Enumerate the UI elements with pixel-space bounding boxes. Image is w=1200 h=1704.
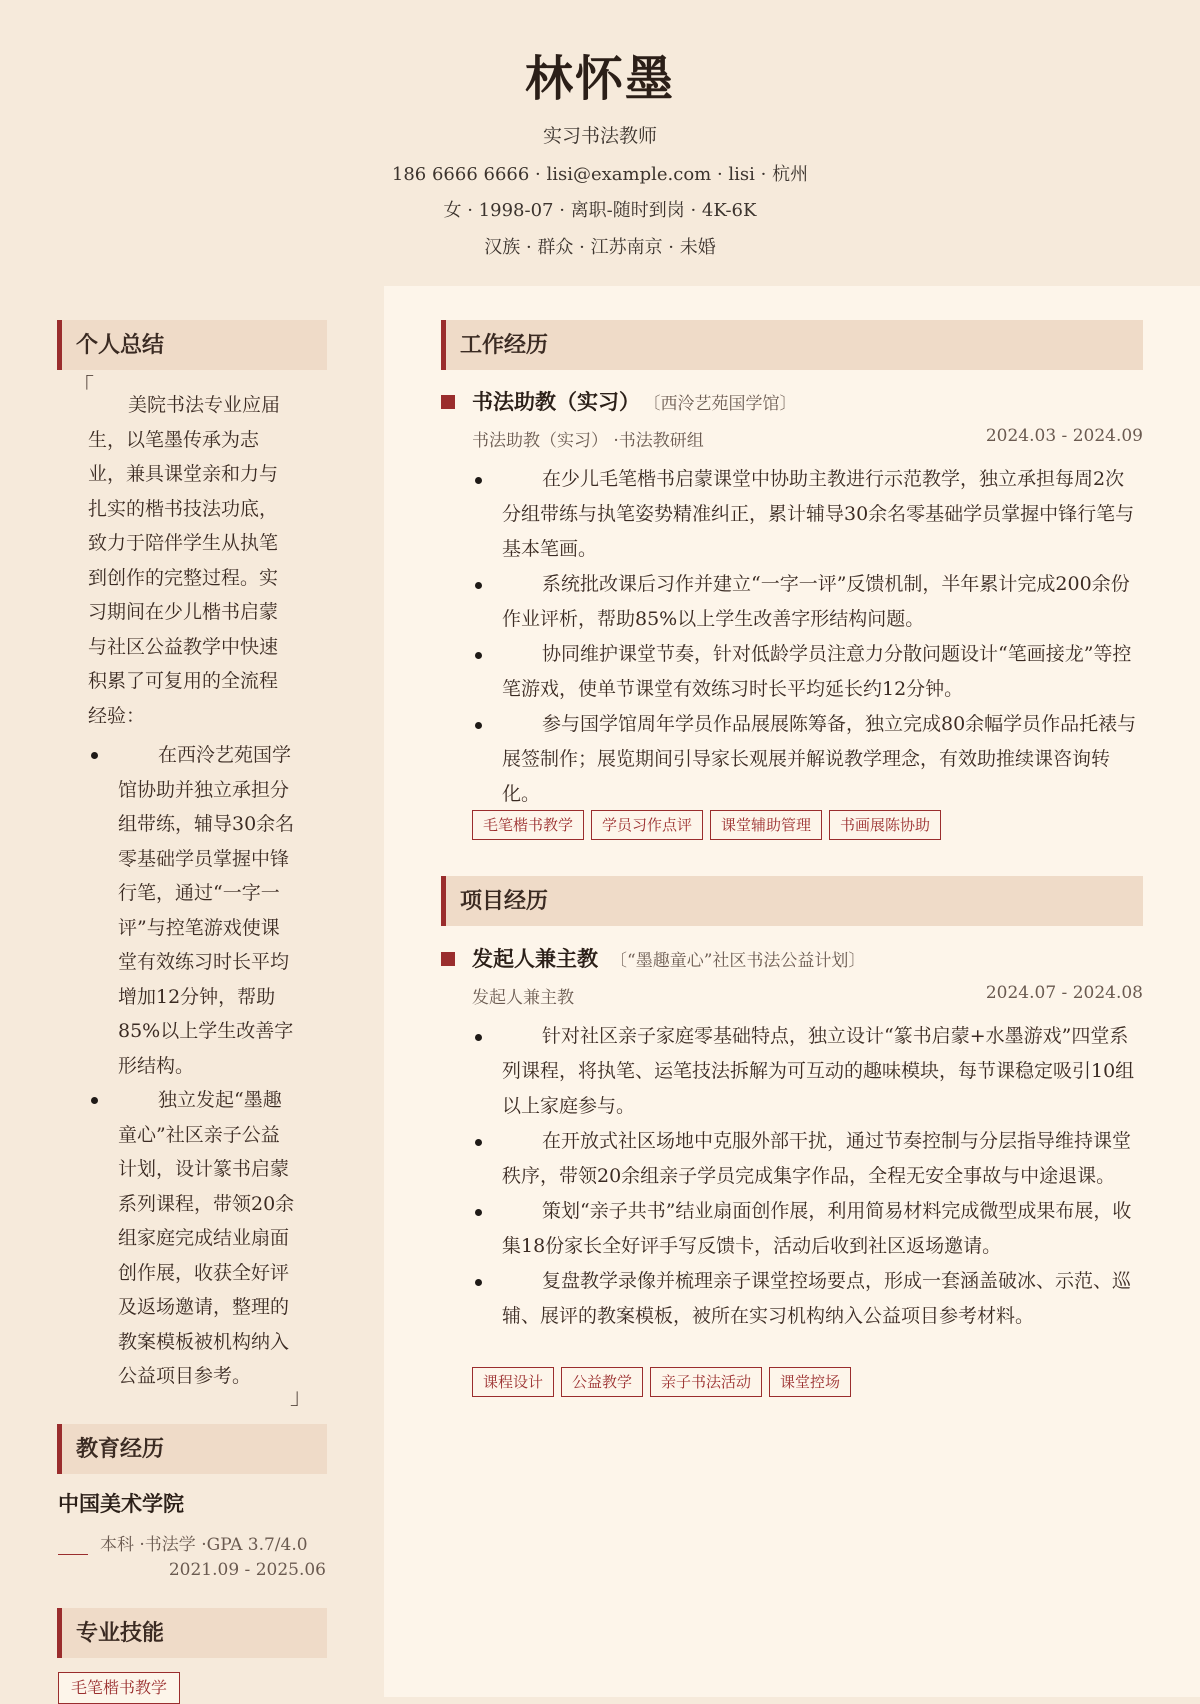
skill-tag: 毛笔楷书教学 [472, 810, 584, 840]
extra-info-line: 汉族 · 群众 · 江苏南京 · 未婚 [484, 237, 716, 258]
work-tag-list [472, 810, 941, 840]
project-tag-list [472, 1367, 851, 1397]
entry-marker-icon [441, 395, 455, 409]
project-section-title: 项目经历 [441, 876, 1143, 926]
summary-bullet-list [88, 738, 298, 1394]
entry-marker-icon [441, 952, 455, 966]
resume-header [0, 0, 1200, 286]
bullet-dot-icon [475, 582, 482, 589]
bullet-dot-icon [475, 1209, 482, 1216]
education-detail: 本科 ·书法学 ·GPA 3.7/4.0 [100, 1535, 308, 1555]
project-bullet-list [472, 1019, 1143, 1334]
list-item: 系统批改课后习作并建立“一字一评”反馈机制，半年累计完成200余份作业评析，帮助85%以上学生改善字形结构问题。 [472, 567, 1143, 637]
work-section-title: 工作经历 [441, 320, 1143, 370]
list-item: 在少儿毛笔楷书启蒙课堂中协助主教进行示范教学，独立承担每周2次分组带练与执笔姿势精准纠正，累计辅导30余名零基础学员掌握中锋行笔与基本笔画。 [472, 462, 1143, 567]
skill-tag: 公益教学 [561, 1367, 643, 1397]
skill-tag: 课堂控场 [769, 1367, 851, 1397]
work-date: 2024.03 - 2024.09 [985, 426, 1143, 446]
summary-section-title: 个人总结 [57, 320, 327, 370]
skill-tag: 亲子书法活动 [650, 1367, 762, 1397]
bullet-dot-icon [475, 1279, 482, 1286]
skill-tag: 毛笔楷书教学 [58, 1672, 180, 1704]
project-date: 2024.07 - 2024.08 [985, 983, 1143, 1003]
list-item: 复盘教学录像并梳理亲子课堂控场要点，形成一套涵盖破冰、示范、巡辅、展评的教案模板，被所在实习机构纳入公益项目参考材料。 [472, 1264, 1143, 1334]
info-line: 女 · 1998-07 · 离职-随时到岗 · 4K-6K [443, 200, 757, 221]
skill-tag: 学员习作点评 [591, 810, 703, 840]
bullet-dot-icon [475, 652, 482, 659]
bullet-dot-icon [475, 1034, 482, 1041]
skill-tag: 书画展陈协助 [829, 810, 941, 840]
project-role: 发起人兼主教 [472, 946, 598, 971]
project-organization: 〔“墨趣童心”社区书法公益计划〕 [610, 951, 866, 971]
main-content [384, 286, 1200, 1697]
project-subtitle: 发起人兼主教 [472, 988, 574, 1008]
job-title: 实习书法教师 [542, 125, 657, 147]
education-section-title: 教育经历 [57, 1424, 327, 1474]
list-item: 针对社区亲子家庭零基础特点，独立设计“篆书启蒙+水墨游戏”四堂系列课程，将执笔、运笔技法拆解为可互动的趣味模块，每节课稳定吸引10组以上家庭参与。 [472, 1019, 1143, 1124]
work-bullet-list [472, 462, 1143, 812]
work-organization: 〔西泠艺苑国学馆〕 [652, 394, 797, 414]
quote-open-mark: 「 [72, 375, 95, 400]
candidate-name: 林怀墨 [524, 51, 675, 107]
list-item: 在开放式社区场地中克服外部干扰，通过节奏控制与分层指导维持课堂秩序，带领20余组亲子学员完成集字作品，全程无安全事故与中途退课。 [472, 1124, 1143, 1194]
list-item: 独立发起“墨趣童心”社区亲子公益计划，设计篆书启蒙系列课程，带领20余组家庭完成结业扇面创作展，收获全好评及返场邀请，整理的教案模板被机构纳入公益项目参考。 [88, 1083, 298, 1394]
skill-tag: 课程设计 [472, 1367, 554, 1397]
skill-tag: 课堂辅助管理 [710, 810, 822, 840]
education-school: 中国美术学院 [58, 1491, 184, 1516]
skills-section-title: 专业技能 [57, 1608, 327, 1658]
list-item: 参与国学馆周年学员作品展展陈筹备，独立完成80余幅学员作品托裱与展签制作；展览期间引导家长观展并解说教学理念，有效助推续课咨询转化。 [472, 707, 1143, 812]
bullet-dot-icon [91, 1097, 98, 1104]
bullet-dot-icon [475, 722, 482, 729]
list-item: 协同维护课堂节奏，针对低龄学员注意力分散问题设计“笔画接龙”等控笔游戏，使单节课堂有效练习时长平均延长约12分钟。 [472, 637, 1143, 707]
list-item: 策划“亲子共书”结业扇面创作展，利用简易材料完成微型成果布展，收集18份家长全好评手写反馈卡，活动后收到社区返场邀请。 [472, 1194, 1143, 1264]
contact-line: 186 6666 6666 · lisi@example.com · lisi · 杭州 [391, 164, 809, 185]
education-date: 2021.09 - 2025.06 [168, 1560, 326, 1580]
quote-close-mark: 」 [290, 1385, 313, 1410]
work-role: 书法助教（实习） [472, 389, 640, 414]
bullet-dot-icon [475, 1139, 482, 1146]
list-item: 在西泠艺苑国学馆协助并独立承担分组带练，辅导30余名零基础学员掌握中锋行笔，通过“一字一评”与控笔游戏使课堂有效练习时长平均增加12分钟，帮助85%以上学生改善字形结构。 [88, 738, 298, 1083]
bullet-dot-icon [475, 477, 482, 484]
summary-text: 美院书法专业应届生，以笔墨传承为志业，兼具课堂亲和力与扎实的楷书技法功底，致力于陪伴学生从执笔到创作的完整过程。实习期间在少儿楷书启蒙与社区公益教学中快速积累了可复用的全流程经验： [88, 394, 281, 727]
work-subtitle: 书法助教（实习） ·书法教研组 [472, 431, 704, 451]
education-divider [58, 1554, 88, 1555]
bullet-dot-icon [91, 752, 98, 759]
